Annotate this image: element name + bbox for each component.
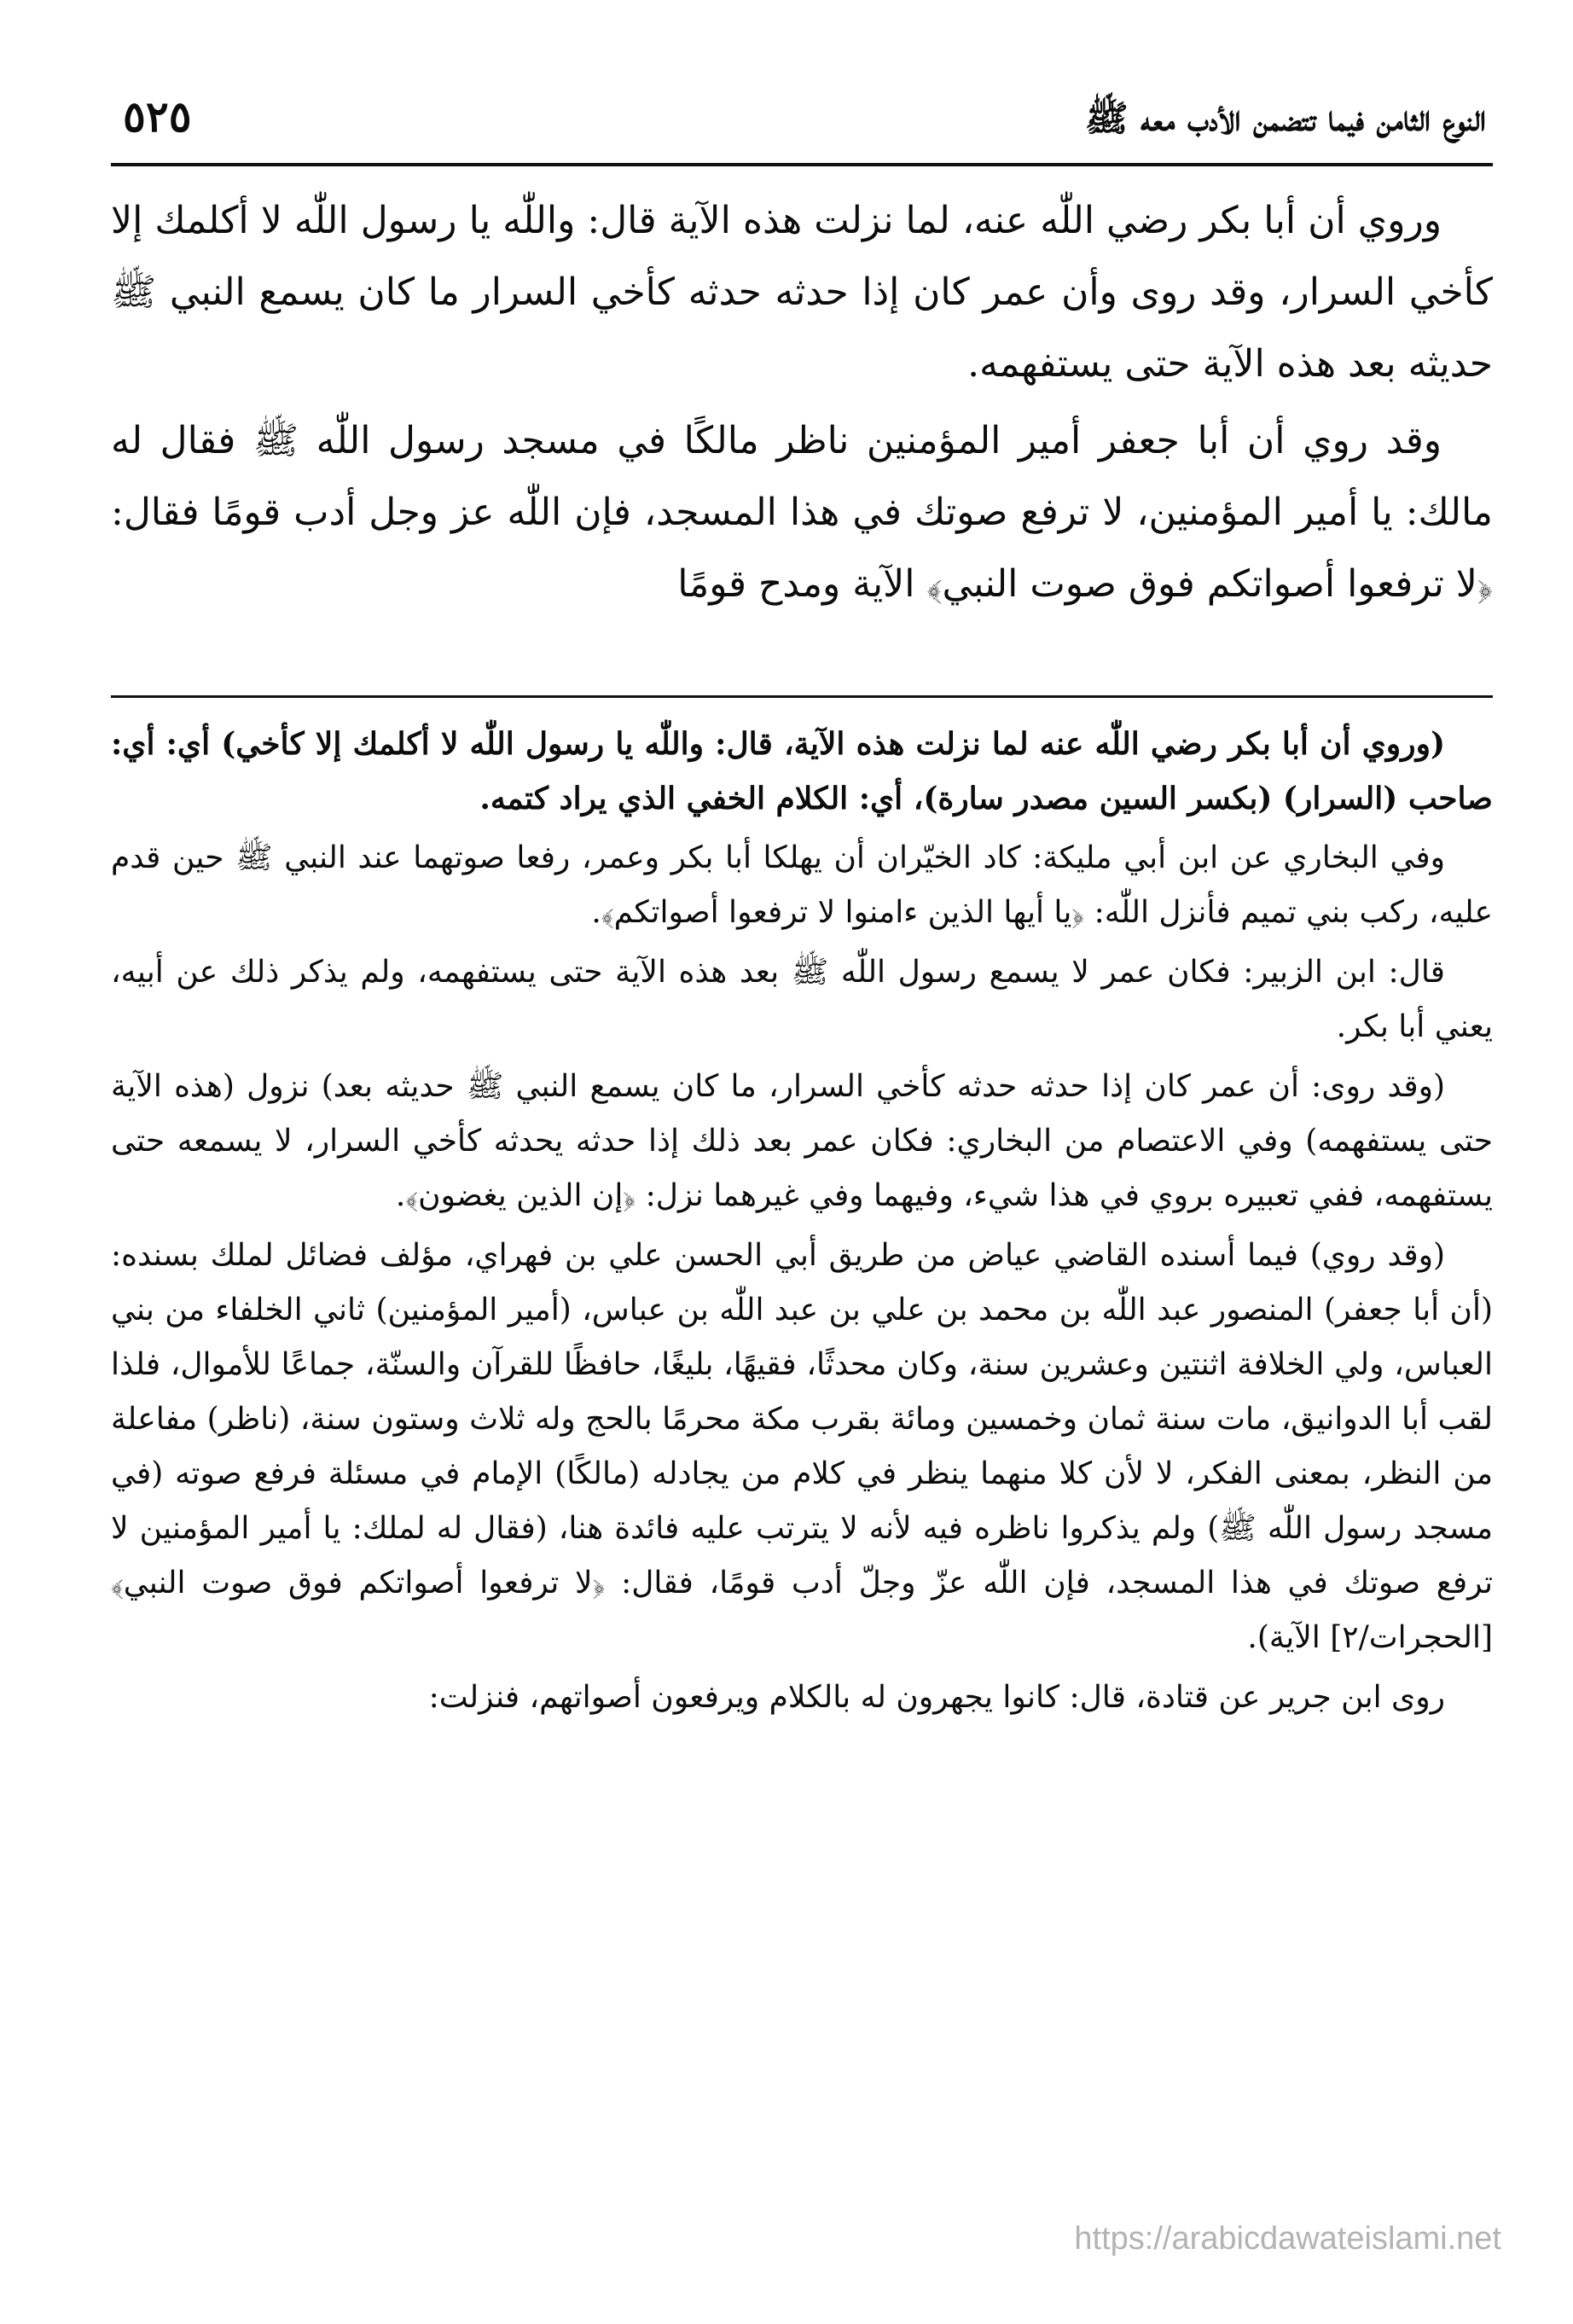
commentary-paragraph: (وروي أن أبا بكر رضي اللّٰه عنه لما نزلت هذه الآية، قال: واللّٰه يا رسول اللّٰه لا أكلمك إلا كأخي) أي: أي: صاحب (السرار) (بكسر السين مصدر سارة)، أي: الكلام الخفي الذي يراد كتمه. [111, 726, 1493, 816]
commentary-paragraph: (وقد روي) فيما أسنده القاضي عياض من طريق أبي الحسن علي بن فهراي، مؤلف فضائل لملك بسنده: (أن أبا جعفر) المنصور عبد اللّٰه بن محمد بن علي بن عبد اللّٰه بن عباس، (أمير المؤمنين) ثاني الخلفاء من بني العباس، ولي الخلافة اثنتين وعشرين سنة، وكان محدثًا، فقيهًا، بليغًا، حافظًا للقرآن والسنّة، جماعًا للأموال، فلذا لقب أبا الدوانيق، مات سنة ثمان وخمسين ومائة بقرب مكة محرمًا بالحج وله ثلاث وستون سنة، (ناظر) مفاعلة من النظر، بمعنى الفكر، لا لأن كلا منهما ينظر في كلام من يجادله (مالكًا) الإمام في مسئلة فرفع صوته (في مسجد رسول اللّٰه ﷺ) ولم يذكروا ناظره فيه لأنه لا يترتب عليه فائدة هنا، (فقال له لملك: يا أمير المؤمنين لا ترفع صوتك في هذا المسجد، فإن اللّٰه عزّ وجلّ أدب قومًا، فقال: ﴿لا ترفعوا أصواتكم فوق صوت النبي﴾ [الحجرات/٢] الآية). [111, 1238, 1493, 1655]
commentary-paragraph: قال: ابن الزبير: فكان عمر لا يسمع رسول اللّٰه ﷺ بعد هذه الآية حتى يستفهمه، ولم يذكر ذلك عن أبيه، يعني أبا بكر. [111, 955, 1493, 1044]
main-text [111, 185, 1493, 680]
commentary-paragraph: وفي البخاري عن ابن أبي مليكة: كاد الخيّران أن يهلكا أبا بكر وعمر، رفعا صوتهما عند النبي ﷺ حين قدم عليه، ركب بني تميم فأنزل اللّٰه: ﴿يا أيها الذين ءامنوا لا ترفعوا أصواتكم﴾. [111, 840, 1493, 930]
page-header [111, 81, 1493, 166]
running-title: النوع الثامن فيما تتضمن الأدب معه ﷺ [1084, 97, 1486, 139]
commentary-paragraph: (وقد روى: أن عمر كان إذا حدثه حدثه كأخي السرار، ما كان يسمع النبي ﷺ حديثه بعد) نزول (هذه الآية حتى يستفهمه) وفي الاعتصام من البخاري: فكان عمر بعد ذلك إذا حدثه يحدثه كأخي السرار، لا يسمعه حتى يستفهمه، ففي تعبيره بروي في هذا شيء، وفيهما وفي غيرهما نزل: ﴿إن الذين يغضون﴾. [111, 1069, 1493, 1213]
watermark-url: https://arabicdawateislami.net [1074, 2221, 1501, 2257]
main-paragraph: وروي أن أبا بكر رضي اللّٰه عنه، لما نزلت هذه الآية قال: واللّٰه يا رسول اللّٰه لا أكلمك إلا كأخي السرار، وقد روى وأن عمر كان إذا حدثه حدثه كأخي السرار ما كان يسمع النبي ﷺ حديثه بعد هذه الآية حتى يستفهمه. [111, 199, 1493, 386]
commentary-text [111, 717, 1493, 2184]
book-page [111, 81, 1493, 2299]
page-number: ٥٢٥ [123, 91, 192, 142]
section-divider [111, 695, 1493, 698]
commentary-paragraph: روى ابن جرير عن قتادة، قال: كانوا يجهرون له بالكلام ويرفعون أصواتهم، فنزلت: [428, 1680, 1445, 1715]
main-paragraph: وقد روي أن أبا جعفر أمير المؤمنين ناظر مالكًا في مسجد رسول اللّٰه ﷺ فقال له مالك: يا أمير المؤمنين، لا ترفع صوتك في هذا المسجد، فإن اللّٰه عز وجل أدب قومًا فقال: ﴿لا ترفعوا أصواتكم فوق صوت النبي﴾ الآية ومدح قومًا [111, 419, 1493, 606]
